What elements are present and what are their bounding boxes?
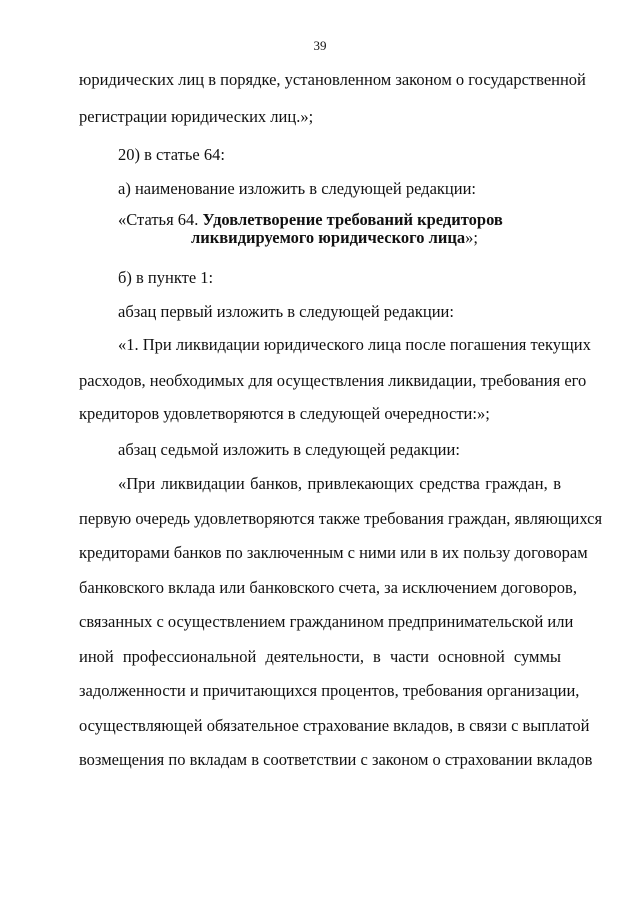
text-line: осуществляющей обязательное страхование вкладов, в связи с выплатой (79, 716, 590, 735)
heading-suffix: »; (465, 228, 478, 247)
text-line: юридических лиц в порядке, установленном законом о государственной (79, 70, 586, 89)
article-heading-line-2 (191, 228, 478, 248)
paragraph-instruction: абзац седьмой изложить в следующей редакции: (118, 440, 460, 459)
text-line: «1. При ликвидации юридического лица после погашения текущих (118, 335, 591, 354)
heading-prefix: «Статья 64. (118, 210, 203, 229)
article-heading-line-1 (118, 210, 561, 230)
text-line: кредиторами банков по заключенным с ними или в их пользу договорам (79, 543, 588, 562)
text-line: расходов, необходимых для осуществления ликвидации, требования его (79, 371, 587, 390)
heading-title-part-1: Удовлетворение требований кредиторов (202, 210, 503, 229)
paragraph-instruction: абзац первый изложить в следующей редакции: (118, 302, 454, 321)
page-number: 39 (313, 38, 327, 53)
list-item-20: 20) в статье 64: (118, 145, 225, 164)
text-line: «При ликвидации банков, привлекающих средства граждан, в (118, 474, 561, 493)
text-line: иной профессиональной деятельности, в части основной суммы (79, 647, 561, 666)
heading-title-part-2: ликвидируемого юридического лица (191, 228, 466, 247)
subitem-a: а) наименование изложить в следующей редакции: (118, 179, 476, 198)
subitem-b: б) в пункте 1: (118, 268, 214, 287)
text-line: возмещения по вкладам в соответствии с законом о страховании вкладов (79, 750, 593, 769)
text-line: кредиторов удовлетворяются в следующей очередности:»; (79, 404, 490, 423)
text-line: первую очередь удовлетворяются также требования граждан, являющихся (79, 509, 603, 528)
text-line: задолженности и причитающихся процентов, требования организации, (79, 681, 580, 700)
text-line: банковского вклада или банковского счета, за исключением договоров, (79, 578, 577, 597)
text-line: связанных с осуществлением гражданином предпринимательской или (79, 612, 574, 631)
text-line: регистрации юридических лиц.»; (79, 107, 314, 126)
